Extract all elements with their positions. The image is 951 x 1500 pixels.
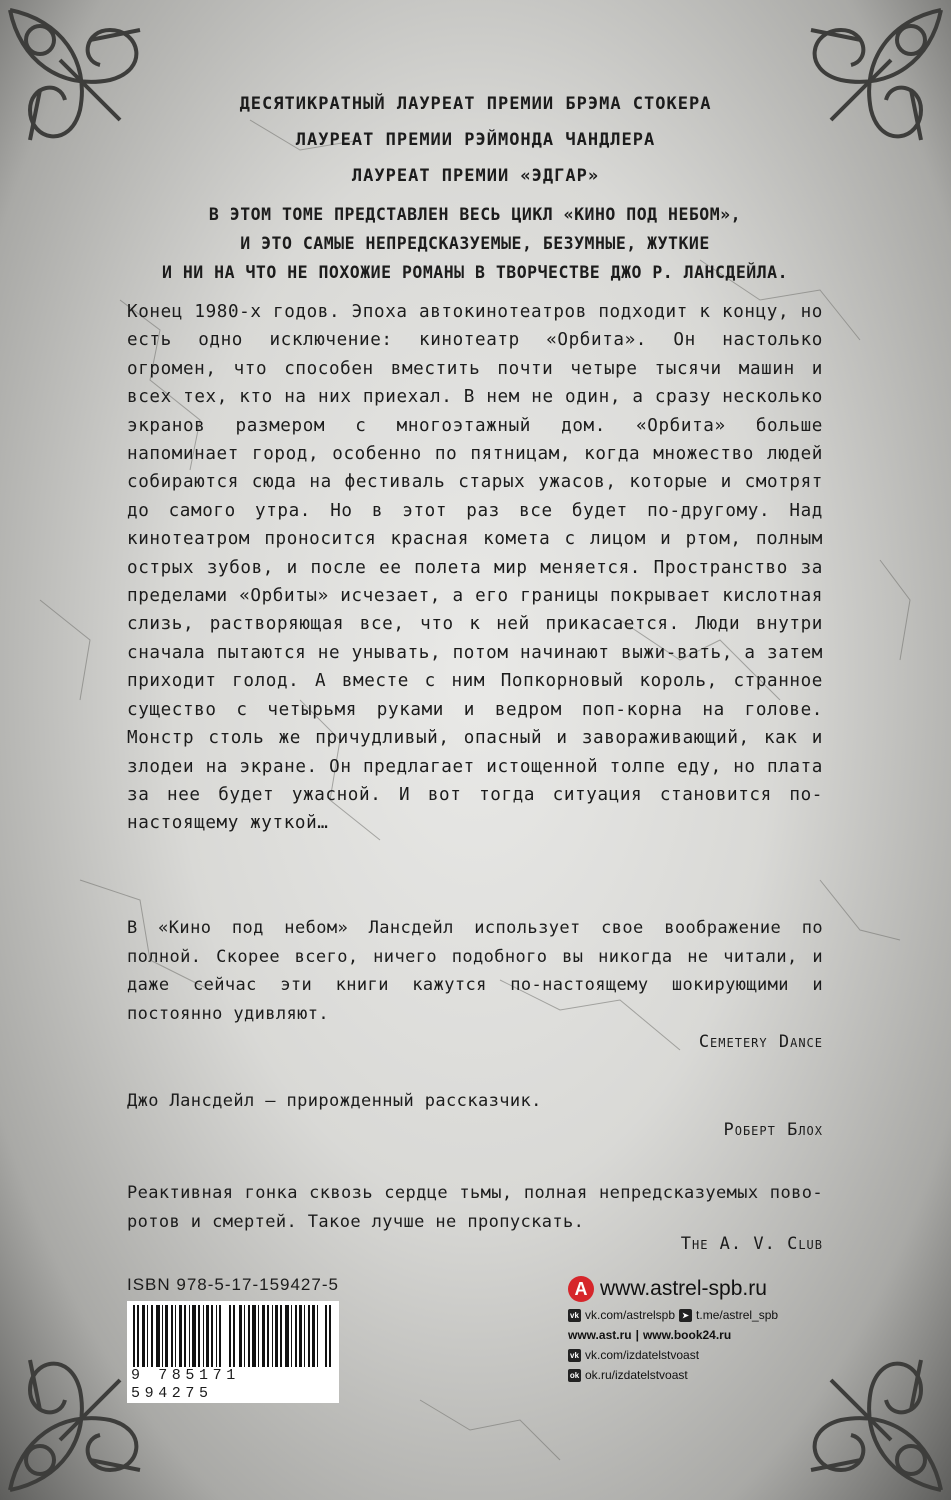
telegram-astrel-link[interactable]: t.me/astrel_spb (696, 1308, 779, 1322)
publisher-site-link[interactable]: www.astrel-spb.ru (600, 1277, 767, 1300)
barcode-digits: 9 785171 594275 (131, 1367, 335, 1403)
vk-icon: vk (568, 1349, 581, 1362)
vk-astrel-link[interactable]: vk.com/astrelspb (585, 1308, 676, 1322)
synopsis-text: Конец 1980-х годов. Эпоха автокинотеатров подходит к концу, но есть одно исключение: кинотеатр «Орбита». Он настолько огромен, что способен вместить почти четыре тысячи машин и всех тех, кто на них приехал. В нем не один, а сразу несколько экранов размером с многоэтажный дом. «Орбита» больше напоминает город, особенно по пятницам, когда множество людей собираются сюда на фестиваль старых ужасов, которые и смотрят до самого утра. Но в этот раз все будет по-другому. Над кинотеатром проносится красная комета с лицом и ртом, полным острых зубов, и после ее полета мир меняется. Пространство за пределами «Орбиты» исчезает, а его границы покрывает кислотная слизь, растворяющая все, что к ней прикасается. Люди внутри сначала пытаются не унывать, потом начинают выжи-вать, а затем приходит голод. А вместе с ним Попкорновый король, странное существо с четырьмя руками и ведром поп-корна на голове. Монстр столь же причудливый, опасный и завораживающий, как и злодеи на экране. Он предлагает истощенной толпе еду, но плата за нее будет ужасной. И вот тогда ситуация становится по-настоящему жуткой… (127, 302, 823, 834)
odnoklassniki-icon: ok (569, 1370, 580, 1380)
vk-icon: vk (568, 1309, 581, 1322)
lead-line: В ЭТОМ ТОМЕ ПРЕДСТАВЛЕН ВЕСЬ ЦИКЛ «КИНО ПОД НЕБОМ», (208, 205, 742, 224)
review-quote: Джо Лансдейл — прирожденный рассказчик. (127, 1091, 542, 1111)
review-source: The A. V. Club (680, 1234, 823, 1254)
astrel-logo-icon: А (568, 1276, 594, 1302)
review-source: Роберт Блох (723, 1120, 823, 1140)
vk-izd-row (568, 1348, 828, 1362)
review-source: Cemetery Dance (698, 1032, 823, 1052)
isbn-number: ISBN 978-5-17-159427-5 (127, 1275, 339, 1294)
awards-block (60, 86, 891, 194)
lead-block (130, 200, 820, 287)
ast-site-link[interactable]: www.ast.ru (568, 1328, 632, 1342)
award-line: ЛАУРЕАТ ПРЕМИИ «ЭДГАР» (351, 166, 600, 186)
award-line: ДЕСЯТИКРАТНЫЙ ЛАУРЕАТ ПРЕМИИ БРЭМА СТОКЕРА (239, 94, 712, 114)
lead-line: И НИ НА ЧТО НЕ ПОХОЖИЕ РОМАНЫ В ТВОРЧЕСТВЕ ДЖО Р. ЛАНСДЕЙЛА. (161, 263, 789, 282)
ok-izd-link[interactable]: ok.ru/izdatelstvoast (585, 1368, 688, 1382)
lead-line: И ЭТО САМЫЕ НЕПРЕДСКАЗУЕМЫЕ, БЕЗУМНЫЕ, ЖУТКИЕ (240, 234, 710, 253)
social-row (568, 1308, 828, 1322)
vk-izd-link[interactable]: vk.com/izdatelstvoast (585, 1348, 700, 1362)
award-line: ЛАУРЕАТ ПРЕМИИ РЭЙМОНДА ЧАНДЛЕРА (295, 130, 656, 150)
publisher-site-row (568, 1276, 828, 1302)
sites-separator: | (635, 1328, 639, 1342)
book24-site-link[interactable]: www.book24.ru (642, 1328, 732, 1342)
sites-row (568, 1328, 828, 1342)
review-quote: Реактивная гонка сквозь сердце тьмы, полная непредсказуемых пово-ротов и смертей. Такое лучше не пропускать. (127, 1183, 823, 1232)
review-quote: В «Кино под небом» Лансдейл использует свое воображение по полной. Скорее всего, ничего подобного вы никогда не читали, и даже сейчас эти книги кажутся по-настоящему шокирующими и постоянно удивляют. (127, 918, 823, 1024)
barcode (127, 1301, 339, 1403)
ok-izd-row (568, 1368, 828, 1382)
isbn-block (127, 1275, 347, 1403)
telegram-icon: ➤ (679, 1309, 692, 1322)
publisher-block (568, 1276, 828, 1382)
